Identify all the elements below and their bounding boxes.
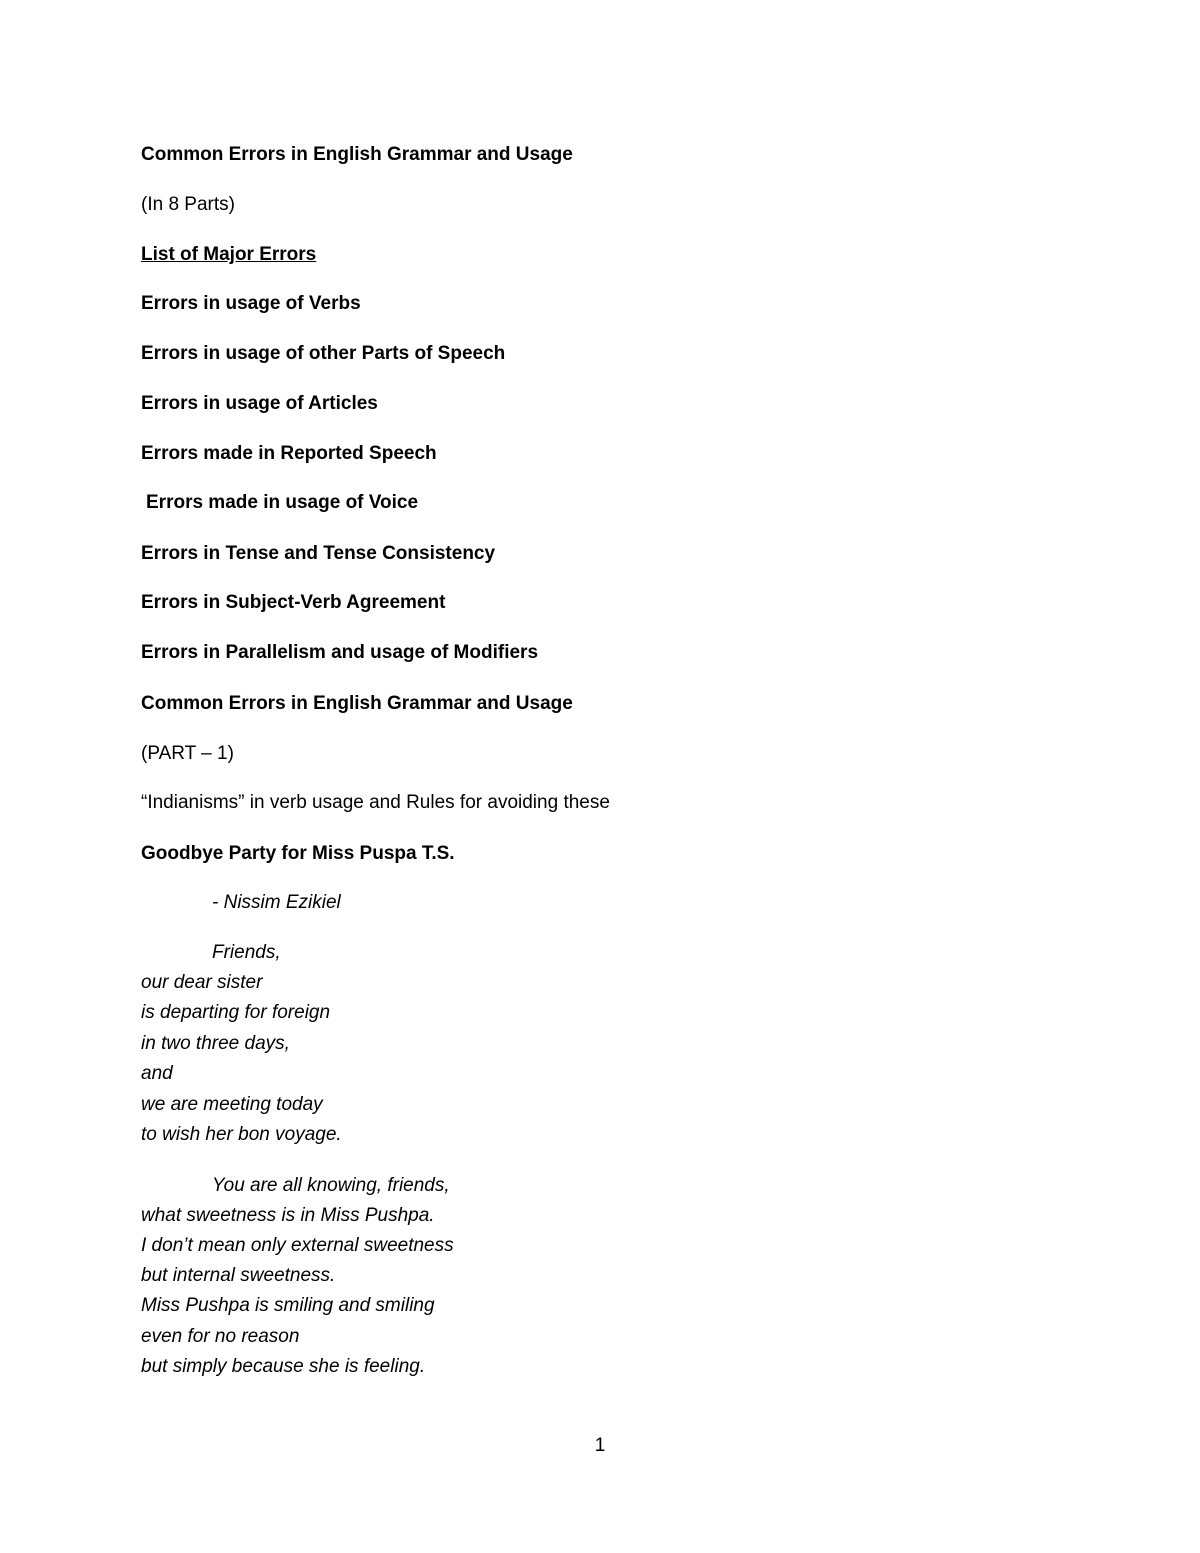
part-label: (PART – 1) xyxy=(141,743,234,764)
list-item: Errors made in usage of Voice xyxy=(146,492,419,513)
poem-line: is departing for foreign xyxy=(141,1002,331,1023)
poem-author: - Nissim Ezikiel xyxy=(212,892,341,913)
poem-line: what sweetness is in Miss Pushpa. xyxy=(141,1205,435,1226)
list-item: Errors made in Reported Speech xyxy=(141,443,437,464)
list-item: Errors in usage of Verbs xyxy=(141,293,361,314)
list-item: Errors in Subject-Verb Agreement xyxy=(141,592,446,613)
list-item: Errors in usage of other Parts of Speech xyxy=(141,343,506,364)
poem-line: Friends, xyxy=(212,942,281,963)
part-title: Common Errors in English Grammar and Usage xyxy=(141,693,573,714)
poem-line: and xyxy=(141,1063,173,1084)
document-subtitle: (In 8 Parts) xyxy=(141,194,235,215)
part-description: “Indianisms” in verb usage and Rules for avoiding these xyxy=(141,792,610,813)
document-title: Common Errors in English Grammar and Usage xyxy=(141,144,573,165)
poem-title: Goodbye Party for Miss Puspa T.S. xyxy=(141,843,455,864)
list-item: Errors in Tense and Tense Consistency xyxy=(141,543,496,564)
poem-line: in two three days, xyxy=(141,1033,290,1054)
poem-line: but simply because she is feeling. xyxy=(141,1356,426,1377)
page-number: 1 xyxy=(594,1435,606,1456)
poem-line: to wish her bon voyage. xyxy=(141,1124,342,1145)
list-item: Errors in usage of Articles xyxy=(141,393,378,414)
poem-line: our dear sister xyxy=(141,972,263,993)
poem-line: even for no reason xyxy=(141,1326,300,1347)
poem-line: we are meeting today xyxy=(141,1094,323,1115)
poem-line: You are all knowing, friends, xyxy=(212,1175,450,1196)
poem-line: but internal sweetness. xyxy=(141,1265,336,1286)
poem-line: Miss Pushpa is smiling and smiling xyxy=(141,1295,435,1316)
poem-line: I don’t mean only external sweetness xyxy=(141,1235,454,1256)
list-heading: List of Major Errors xyxy=(141,244,317,265)
list-item: Errors in Parallelism and usage of Modifiers xyxy=(141,642,539,663)
